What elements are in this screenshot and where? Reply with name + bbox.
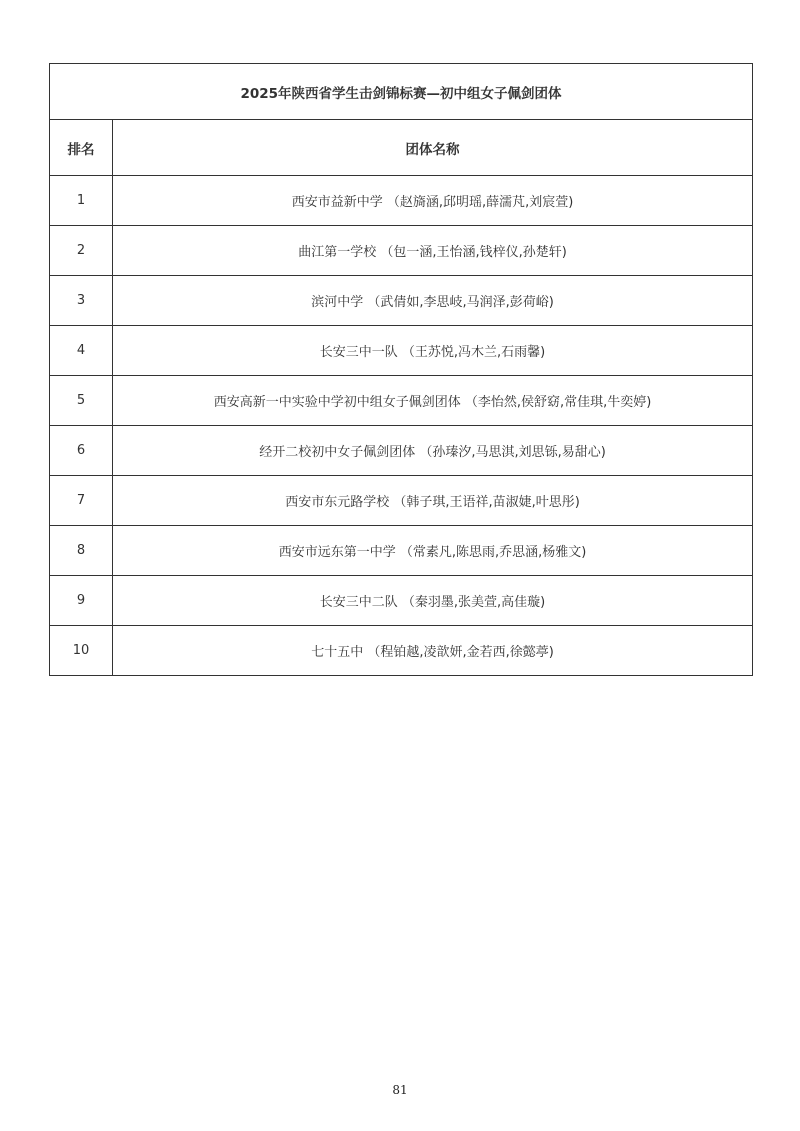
table-row: [50, 626, 753, 676]
rank-cell: 9: [50, 576, 113, 626]
rank-cell: 2: [50, 226, 113, 276]
table-row: [50, 426, 753, 476]
results-table: [49, 63, 753, 676]
rank-cell: 3: [50, 276, 113, 326]
team-cell: 长安三中二队 （秦羽墨,张美萱,高佳璇): [113, 576, 753, 626]
table-title-row: [50, 64, 753, 120]
table-row: [50, 376, 753, 426]
team-cell: 滨河中学 （武倩如,李思岐,马润泽,彭荷峪): [113, 276, 753, 326]
team-cell: 经开二校初中女子佩剑团体 （孙瑧汐,马思淇,刘思铄,易甜心): [113, 426, 753, 476]
team-cell: 长安三中一队 （王苏悦,冯木兰,石雨馨): [113, 326, 753, 376]
table-row: [50, 326, 753, 376]
team-cell: 曲江第一学校 （包一涵,王怡涵,钱梓仪,孙楚轩): [113, 226, 753, 276]
team-cell: 西安市东元路学校 （韩子琪,王语祥,苗淑婕,叶思彤): [113, 476, 753, 526]
table-header-row: [50, 120, 753, 176]
team-cell: 西安市益新中学 （赵旖涵,邱明瑶,薛濡芃,刘宸萱): [113, 176, 753, 226]
rank-cell: 7: [50, 476, 113, 526]
rank-cell: 6: [50, 426, 113, 476]
rank-cell: 8: [50, 526, 113, 576]
table-row: [50, 526, 753, 576]
table-row: [50, 226, 753, 276]
page-number: 81: [392, 1083, 408, 1097]
rank-cell: 1: [50, 176, 113, 226]
table-row: [50, 176, 753, 226]
team-cell: 西安市远东第一中学 （常素凡,陈思雨,乔思涵,杨雅文): [113, 526, 753, 576]
rank-header: 排名: [50, 120, 113, 176]
rank-cell: 4: [50, 326, 113, 376]
rank-cell: 5: [50, 376, 113, 426]
rank-cell: 10: [50, 626, 113, 676]
team-cell: 西安高新一中实验中学初中组女子佩剑团体 （李怡然,侯舒窈,常佳琪,牛奕婷): [113, 376, 753, 426]
table-title: 2025年陕西省学生击剑锦标赛—初中组女子佩剑团体: [50, 64, 753, 120]
team-name-header: 团体名称: [113, 120, 753, 176]
table-row: [50, 576, 753, 626]
table-row: [50, 476, 753, 526]
table-row: [50, 276, 753, 326]
team-cell: 七十五中 （程铂越,凌歆妍,金若西,徐懿葶): [113, 626, 753, 676]
